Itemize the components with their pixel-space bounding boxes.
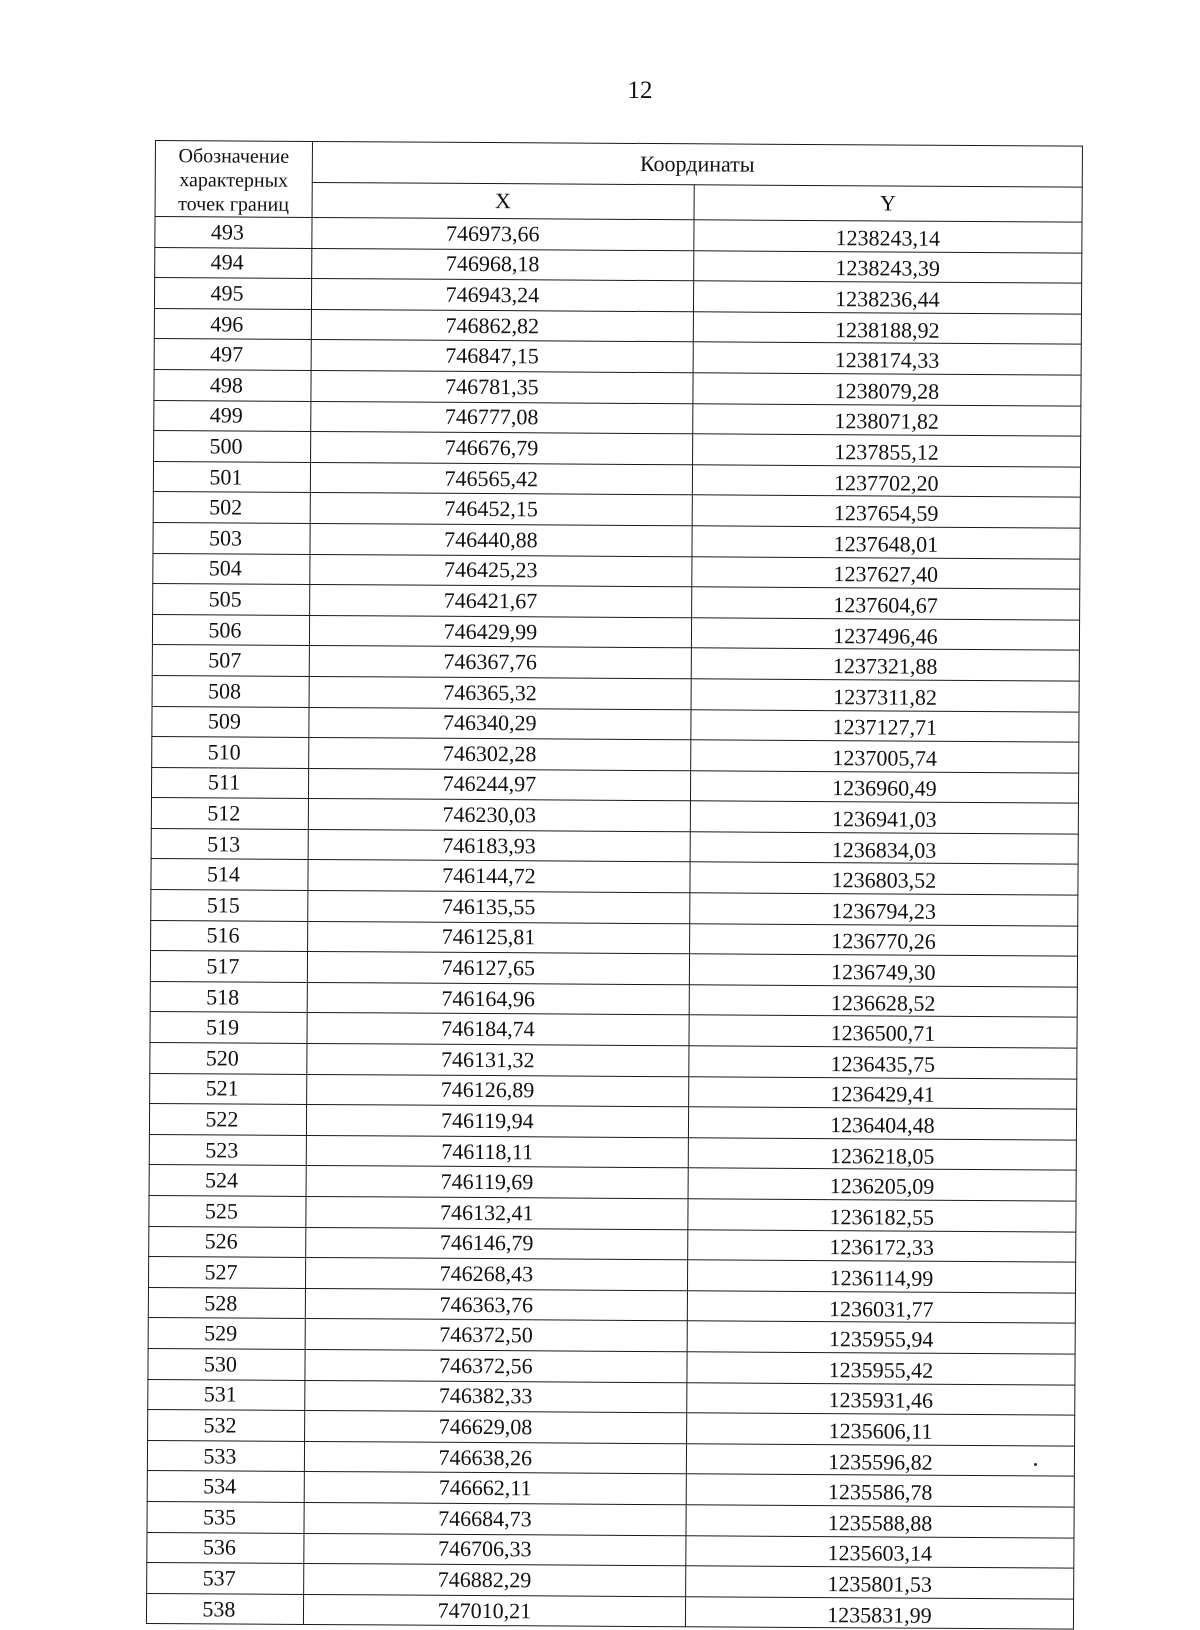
x-coordinate-cell: 746144,72 bbox=[308, 860, 690, 893]
y-coordinate-cell: 1238188,92 bbox=[693, 312, 1081, 345]
x-coordinate-cell: 746943,24 bbox=[311, 279, 693, 312]
y-coordinate-cell: 1236834,03 bbox=[690, 832, 1078, 865]
y-coordinate-cell: 1237005,74 bbox=[691, 740, 1079, 773]
x-coordinate-cell: 746372,56 bbox=[305, 1349, 687, 1382]
point-number-cell: 500 bbox=[154, 431, 311, 463]
x-coordinate-cell: 746973,66 bbox=[312, 217, 694, 250]
x-coordinate-cell: 746340,29 bbox=[309, 707, 691, 740]
y-coordinate-cell: 1236941,03 bbox=[690, 801, 1078, 834]
y-coordinate-cell: 1235955,94 bbox=[687, 1321, 1075, 1354]
page-number: 12 bbox=[627, 77, 653, 104]
y-coordinate-cell: 1237127,71 bbox=[691, 709, 1079, 742]
point-number-cell: 535 bbox=[147, 1501, 304, 1533]
y-coordinate-cell: 1235588,88 bbox=[686, 1505, 1074, 1538]
point-number-cell: 526 bbox=[149, 1226, 306, 1258]
x-coordinate-cell: 746862,82 bbox=[311, 309, 693, 342]
x-coordinate-cell: 746244,97 bbox=[308, 768, 690, 801]
x-coordinate-cell: 746882,29 bbox=[304, 1564, 686, 1597]
y-coordinate-cell: 1237321,88 bbox=[691, 648, 1079, 681]
point-number-cell: 532 bbox=[148, 1410, 305, 1442]
y-coordinate-cell: 1237855,12 bbox=[692, 434, 1080, 467]
x-coordinate-cell: 746706,33 bbox=[304, 1533, 686, 1566]
x-coordinate-cell: 746425,23 bbox=[310, 554, 692, 587]
x-coordinate-cell: 746777,08 bbox=[311, 401, 693, 434]
y-coordinate-cell: 1236404,48 bbox=[688, 1107, 1076, 1140]
y-coordinate-cell: 1236172,33 bbox=[688, 1229, 1076, 1262]
y-coordinate-cell: 1236628,52 bbox=[689, 985, 1077, 1018]
point-number-cell: 512 bbox=[151, 798, 308, 830]
point-number-cell: 509 bbox=[152, 706, 309, 738]
x-coordinate-cell: 746429,99 bbox=[309, 615, 691, 648]
y-coordinate-cell: 1236182,55 bbox=[688, 1199, 1076, 1232]
header-coordinates: Координаты bbox=[312, 141, 1082, 187]
x-coordinate-cell: 746302,28 bbox=[309, 738, 691, 771]
y-coordinate-cell: 1238174,33 bbox=[693, 342, 1081, 375]
x-coordinate-cell: 746164,96 bbox=[307, 982, 689, 1015]
point-number-cell: 495 bbox=[154, 278, 311, 310]
point-number-cell: 505 bbox=[153, 584, 310, 616]
point-number-cell: 530 bbox=[148, 1348, 305, 1380]
point-number-cell: 531 bbox=[148, 1379, 305, 1411]
point-number-cell: 534 bbox=[147, 1471, 304, 1503]
y-coordinate-cell: 1235606,11 bbox=[686, 1413, 1074, 1446]
point-number-cell: 515 bbox=[151, 890, 308, 922]
y-coordinate-cell: 1238243,39 bbox=[693, 250, 1081, 283]
y-coordinate-cell: 1238236,44 bbox=[693, 281, 1081, 314]
point-number-cell: 523 bbox=[149, 1134, 306, 1166]
x-coordinate-cell: 746684,73 bbox=[304, 1502, 686, 1535]
x-coordinate-cell: 746968,18 bbox=[312, 248, 694, 281]
point-number-cell: 504 bbox=[153, 553, 310, 585]
y-coordinate-cell: 1238071,82 bbox=[693, 403, 1081, 436]
y-coordinate-cell: 1236803,52 bbox=[690, 862, 1078, 895]
point-number-cell: 499 bbox=[154, 400, 311, 432]
y-coordinate-cell: 1237604,67 bbox=[691, 587, 1079, 620]
y-coordinate-cell: 1236429,41 bbox=[688, 1076, 1076, 1109]
x-coordinate-cell: 746126,89 bbox=[307, 1074, 689, 1107]
y-coordinate-cell: 1236031,77 bbox=[687, 1291, 1075, 1324]
header-points: Обозначение характерных точек границ bbox=[155, 141, 312, 218]
y-coordinate-cell: 1235596,82 bbox=[686, 1444, 1074, 1477]
point-number-cell: 494 bbox=[155, 247, 312, 279]
y-coordinate-cell: 1236205,09 bbox=[688, 1168, 1076, 1201]
y-coordinate-cell: 1235955,42 bbox=[687, 1352, 1075, 1385]
y-coordinate-cell: 1235586,78 bbox=[686, 1474, 1074, 1507]
point-number-cell: 536 bbox=[147, 1532, 304, 1564]
x-coordinate-cell: 746781,35 bbox=[311, 370, 693, 403]
x-coordinate-cell: 746127,65 bbox=[307, 952, 689, 985]
x-coordinate-cell: 747010,21 bbox=[303, 1594, 685, 1627]
y-coordinate-cell: 1236794,23 bbox=[690, 893, 1078, 926]
point-number-cell: 514 bbox=[151, 859, 308, 891]
x-coordinate-cell: 746230,03 bbox=[308, 799, 690, 832]
x-coordinate-cell: 746119,94 bbox=[306, 1105, 688, 1138]
x-coordinate-cell: 746131,32 bbox=[307, 1043, 689, 1076]
point-number-cell: 516 bbox=[151, 920, 308, 952]
y-coordinate-cell: 1236218,05 bbox=[688, 1138, 1076, 1171]
point-number-cell: 522 bbox=[149, 1104, 306, 1136]
x-coordinate-cell: 746676,79 bbox=[310, 432, 692, 465]
x-coordinate-cell: 746363,76 bbox=[305, 1288, 687, 1321]
point-number-cell: 503 bbox=[153, 522, 310, 554]
point-number-cell: 533 bbox=[147, 1440, 304, 1472]
y-coordinate-cell: 1235801,53 bbox=[685, 1566, 1073, 1599]
point-number-cell: 528 bbox=[148, 1287, 305, 1319]
point-number-cell: 507 bbox=[152, 645, 309, 677]
point-number-cell: 501 bbox=[153, 461, 310, 493]
x-coordinate-cell: 746268,43 bbox=[305, 1258, 687, 1291]
point-number-cell: 502 bbox=[153, 492, 310, 524]
x-coordinate-cell: 746135,55 bbox=[308, 891, 690, 924]
x-coordinate-cell: 746372,50 bbox=[305, 1319, 687, 1352]
point-number-cell: 508 bbox=[152, 675, 309, 707]
point-number-cell: 538 bbox=[146, 1593, 303, 1625]
point-number-cell: 511 bbox=[151, 767, 308, 799]
scan-speck bbox=[1034, 1463, 1037, 1466]
point-number-cell: 518 bbox=[150, 981, 307, 1013]
y-coordinate-cell: 1236114,99 bbox=[687, 1260, 1075, 1293]
x-coordinate-cell: 746662,11 bbox=[304, 1472, 686, 1505]
y-coordinate-cell: 1236749,30 bbox=[689, 954, 1077, 987]
point-number-cell: 521 bbox=[150, 1073, 307, 1105]
point-number-cell: 506 bbox=[152, 614, 309, 646]
x-coordinate-cell: 746629,08 bbox=[304, 1411, 686, 1444]
y-coordinate-cell: 1236770,26 bbox=[689, 923, 1077, 956]
table-body bbox=[146, 217, 1082, 1630]
y-coordinate-cell: 1237648,01 bbox=[692, 526, 1080, 559]
point-number-cell: 496 bbox=[154, 308, 311, 340]
point-number-cell: 529 bbox=[148, 1318, 305, 1350]
x-coordinate-cell: 746638,26 bbox=[304, 1441, 686, 1474]
x-coordinate-cell: 746382,33 bbox=[305, 1380, 687, 1413]
header-x: X bbox=[312, 182, 694, 219]
y-coordinate-cell: 1236500,71 bbox=[689, 1015, 1077, 1048]
y-coordinate-cell: 1235603,14 bbox=[686, 1535, 1074, 1568]
x-coordinate-cell: 746132,41 bbox=[306, 1196, 688, 1229]
header-y: Y bbox=[694, 185, 1082, 222]
point-number-cell: 498 bbox=[154, 369, 311, 401]
x-coordinate-cell: 746118,11 bbox=[306, 1135, 688, 1168]
point-number-cell: 513 bbox=[151, 828, 308, 860]
y-coordinate-cell: 1237311,82 bbox=[691, 679, 1079, 712]
x-coordinate-cell: 746365,32 bbox=[309, 676, 691, 709]
x-coordinate-cell: 746184,74 bbox=[307, 1013, 689, 1046]
point-number-cell: 537 bbox=[147, 1563, 304, 1595]
table-row bbox=[146, 1593, 1073, 1629]
y-coordinate-cell: 1238079,28 bbox=[693, 373, 1081, 406]
point-number-cell: 527 bbox=[148, 1257, 305, 1289]
y-coordinate-cell: 1235831,99 bbox=[685, 1596, 1073, 1629]
x-coordinate-cell: 746146,79 bbox=[306, 1227, 688, 1260]
y-coordinate-cell: 1236435,75 bbox=[689, 1046, 1077, 1079]
point-number-cell: 497 bbox=[154, 339, 311, 371]
x-coordinate-cell: 746421,67 bbox=[310, 585, 692, 618]
x-coordinate-cell: 746367,76 bbox=[309, 646, 691, 679]
point-number-cell: 519 bbox=[150, 1012, 307, 1044]
point-number-cell: 520 bbox=[150, 1043, 307, 1075]
x-coordinate-cell: 746847,15 bbox=[311, 340, 693, 373]
coordinates-table bbox=[146, 140, 1083, 1630]
y-coordinate-cell: 1237496,46 bbox=[691, 618, 1079, 651]
y-coordinate-cell: 1238243,14 bbox=[694, 220, 1082, 253]
x-coordinate-cell: 746565,42 bbox=[310, 462, 692, 495]
y-coordinate-cell: 1235931,46 bbox=[687, 1382, 1075, 1415]
point-number-cell: 517 bbox=[150, 951, 307, 983]
x-coordinate-cell: 746125,81 bbox=[307, 921, 689, 954]
x-coordinate-cell: 746440,88 bbox=[310, 523, 692, 556]
x-coordinate-cell: 746119,69 bbox=[306, 1166, 688, 1199]
x-coordinate-cell: 746452,15 bbox=[310, 493, 692, 526]
point-number-cell: 524 bbox=[149, 1165, 306, 1197]
point-number-cell: 493 bbox=[155, 217, 312, 249]
y-coordinate-cell: 1236960,49 bbox=[690, 770, 1078, 803]
y-coordinate-cell: 1237627,40 bbox=[692, 556, 1080, 589]
y-coordinate-cell: 1237702,20 bbox=[692, 465, 1080, 498]
x-coordinate-cell: 746183,93 bbox=[308, 829, 690, 862]
point-number-cell: 510 bbox=[152, 737, 309, 769]
y-coordinate-cell: 1237654,59 bbox=[692, 495, 1080, 528]
point-number-cell: 525 bbox=[149, 1195, 306, 1227]
